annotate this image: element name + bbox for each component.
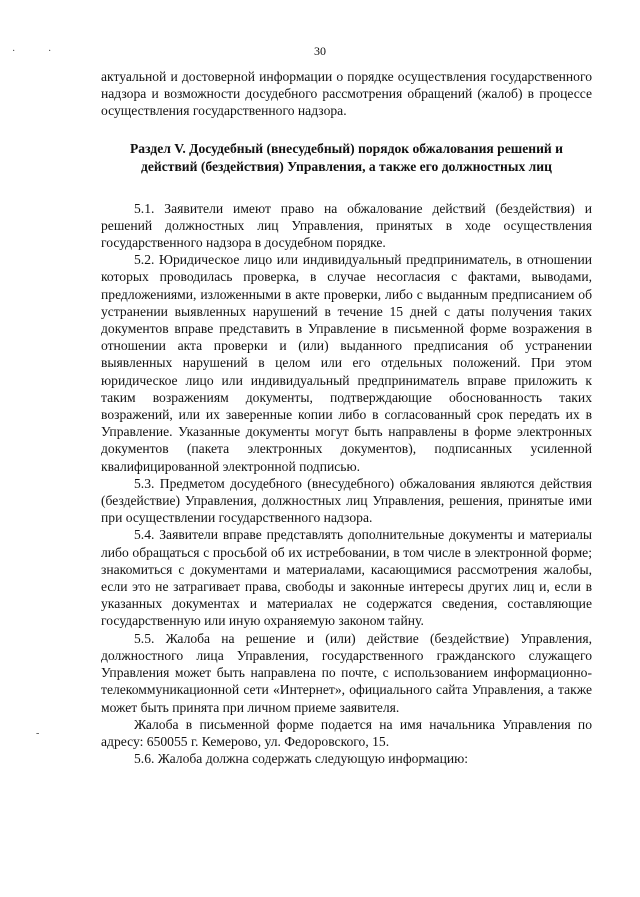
- section-heading: [101, 140, 592, 176]
- paragraph-5-4: 5.4. Заявители вправе представлять дополнительные документы и материалы либо обращаться с просьбой об их истребовании, в том числе в электронной форме; знакомиться с документами и материалами, касающимися рассмотрения жалобы, если это не затрагивает права, свободы и законные интересы других лиц и, если в указанных документах и материалах не содержатся сведения, составляющие государственную или иную охраняемую законом тайну.: [101, 527, 592, 629]
- paragraph-address: Жалоба в письменной форме подается на имя начальника Управления по адресу: 650055 г. Кемерово, ул. Федоровского, 15.: [101, 716, 592, 749]
- scan-mark: ·: [12, 46, 16, 57]
- section-heading-line: Раздел V. Досудебный (внесудебный) порядок обжалования решений и: [130, 140, 563, 156]
- document-body: [101, 68, 592, 767]
- paragraph-5-2: 5.2. Юридическое лицо или индивидуальный предприниматель, в отношении которых проводилась проверка, в случае несогласия с фактами, выводами, предложениями, изложенными в акте проверки, либо с выданным предписанием об устранении выявленных нарушений в течение 15 дней с даты получения таких документов вправе представить в Управление в письменной форме возражения в отношении акта проверки и (или) выданного предписания об устранении выявленных нарушений в целом или его отдельных положений. При этом юридическое лицо или индивидуальный предприниматель вправе приложить к таким возражениям документы, подтверждающие обоснованность таких возражений, или их заверенные копии либо в согласованный срок передать их в Управление. Указанные документы могут быть направлены в форме электронных документов (пакета электронных документов), подписанных усиленной квалифицированной электронной подписью.: [101, 252, 592, 474]
- intro-paragraph: актуальной и достоверной информации о порядке осуществления государственного надзора и возможности досудебного рассмотрения обращений (жалоб) в процессе осуществления государственного надзора.: [101, 69, 592, 119]
- section-heading-line: действий (бездействия) Управления, а также его должностных лиц: [141, 158, 552, 174]
- page-number: 30: [314, 44, 326, 58]
- paragraph-5-6: 5.6. Жалоба должна содержать следующую информацию:: [134, 751, 469, 767]
- scan-mark: -: [36, 728, 40, 739]
- scan-mark: ·: [48, 46, 52, 57]
- paragraph-5-1: 5.1. Заявители имеют право на обжалование действий (бездействия) и решений должностных лиц Управления, принятых в ходе осуществления государственного надзора в досудебном порядке.: [101, 200, 592, 251]
- paragraph-5-5: 5.5. Жалоба на решение и (или) действие (бездействие) Управления, должностного лица Управления, государственного гражданского служащего Управления может быть направлена по почте, с использованием информационно-телекоммуникационной сети «Интернет», официального сайта Управления, а также может быть принята при личном приеме заявителя.: [101, 630, 592, 715]
- paragraph-5-3: 5.3. Предметом досудебного (внесудебного) обжалования являются действия (бездействие) Управления, должностных лиц Управления, решения, принятые ими при осуществлении государственного надзора.: [101, 475, 592, 526]
